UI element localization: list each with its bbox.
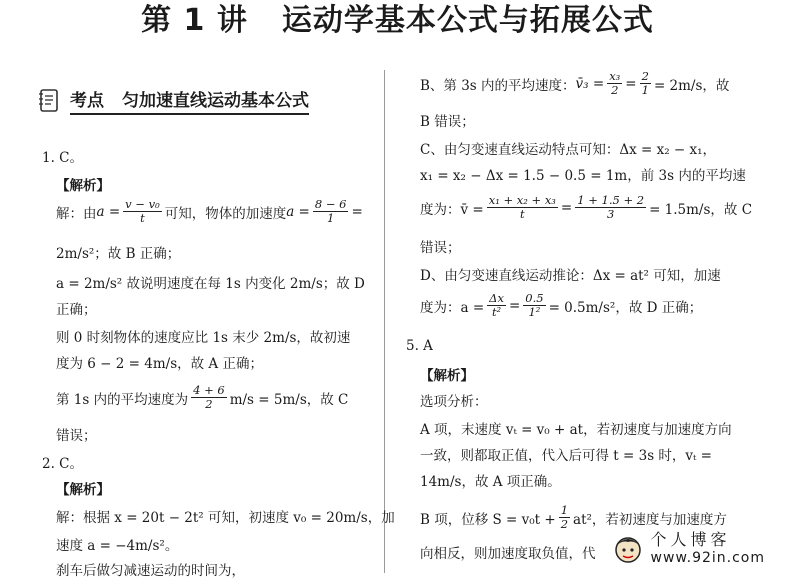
- fraction: $\frac{\Delta x}{\text{t²}}$: [489, 291, 504, 319]
- answer-1: 1. C。: [42, 150, 84, 166]
- q5-line-6: 向相反，则加速度取负值，代: [420, 546, 596, 562]
- q2-line-2: 速度 a = −4m/s²。: [56, 538, 179, 554]
- q1-line-5: 则 0 时刻物体的速度应比 1s 末少 2m/s，故初速: [56, 330, 351, 346]
- answer-5: 5. A: [406, 338, 433, 354]
- analysis-tag: 【解析】: [56, 482, 110, 498]
- q1-line-7: 第 1s 内的平均速度为 $\frac{4 + 6}{2}$ m/s = 5m/s，故 C: [56, 383, 349, 411]
- column-divider: [384, 70, 385, 573]
- lecture-number: 第 1 讲: [141, 3, 248, 38]
- answer-2: 2. C。: [42, 456, 84, 472]
- fraction: $\frac{1 + 1.5 + 2}{3}$: [577, 193, 645, 221]
- d-line-2: 度为：a = $\frac{\Delta x}{\text{t²}}$ = $\frac{0.5}{\text{1²}}$ = 0.5m/s²，故 D 正确；: [420, 291, 703, 319]
- fraction: $\frac{\text{x₃}}{2}$: [609, 69, 621, 97]
- watermark: [611, 531, 765, 567]
- analysis-tag: 【解析】: [56, 178, 110, 194]
- fraction: $\frac{2}{1}$: [641, 69, 649, 97]
- c-line-1: C、由匀变速直线运动特点可知：Δx = x₂ − x₁，: [420, 142, 717, 158]
- q2-line-1: 解：根据 x = 20t − 2t² 可知，初速度 v₀ = 20m/s，加: [56, 510, 395, 526]
- q1-line-8: 错误；: [56, 428, 97, 444]
- c-line-3: 度为：v̄ = $\frac{\text{x₁ + x₂ + x₃}}{t}$ = $\frac{1 + 1.5 + 2}{3}$ = 1.5m/s，故 C: [420, 193, 753, 221]
- notebook-icon: [38, 87, 60, 113]
- fraction: $\frac{\text{v − v₀}}{t}$: [125, 197, 160, 225]
- section-heading: [38, 86, 309, 114]
- q2-line-3: 刹车后做匀减速运动的时间为，: [56, 563, 245, 579]
- q1-line-2: 2m/s²；故 B 正确；: [56, 246, 181, 262]
- q1-line-3: a = 2m/s² 故说明速度在每 1s 内变化 2m/s；故 D: [56, 276, 365, 292]
- lecture-topic: 运动学基本公式与拓展公式: [281, 3, 654, 38]
- c-line-2: x₁ = x₂ − Δx = 1.5 − 0.5 = 1m，前 3s 内的平均速: [420, 168, 746, 184]
- section-title: 考点 匀加速直线运动基本公式: [70, 86, 309, 115]
- watermark-url: www.92in.com: [650, 550, 765, 566]
- q1-line-4: 正确；: [56, 302, 97, 318]
- watermark-title: 个人博客: [650, 530, 731, 549]
- q1-line-1: 解：由 a = $\frac{\text{v − v₀}}{t}$ 可知，物体的加速度 a = $\frac{8 - 6}{1}$ =: [56, 197, 363, 225]
- b-line-1: B、第 3s 内的平均速度： v̄₃ = $\frac{\text{x₃}}{2}$ = $\frac{2}{1}$ = 2m/s，故: [420, 69, 730, 97]
- page-title: [0, 0, 795, 42]
- analysis-tag: 【解析】: [420, 368, 474, 384]
- q5-line-5: B 项，位移 S = v₀t + $\frac{1}{2}$ at²，若初速度与加速度方: [420, 503, 727, 531]
- q5-line-4: 14m/s，故 A 项正确。: [420, 474, 561, 490]
- q1-line-6: 度为 6 − 2 = 4m/s，故 A 正确；: [56, 356, 263, 372]
- fraction: $\frac{\text{x₁ + x₂ + x₃}}{t}$: [488, 193, 556, 221]
- c-line-4: 错误；: [420, 240, 461, 256]
- fraction: $\frac{4 + 6}{2}$: [193, 383, 225, 411]
- q5-line-1: 选项分析：: [420, 394, 488, 410]
- b-line-2: B 错误；: [420, 114, 475, 130]
- fraction: $\frac{1}{2}$: [560, 503, 569, 531]
- fraction: $\frac{0.5}{\text{1²}}$: [525, 291, 544, 319]
- fraction: $\frac{8 - 6}{1}$: [314, 197, 347, 225]
- d-line-1: D、由匀变速直线运动推论：Δx = at² 可知，加速: [420, 268, 721, 284]
- cartoon-face-icon: [611, 532, 645, 566]
- q5-line-2: A 项，末速度 vₜ = v₀ + at，若初速度与加速度方向: [420, 422, 732, 438]
- q5-line-3: 一致，则都取正值，代入后可得 t = 3s 时，vₜ =: [420, 448, 712, 464]
